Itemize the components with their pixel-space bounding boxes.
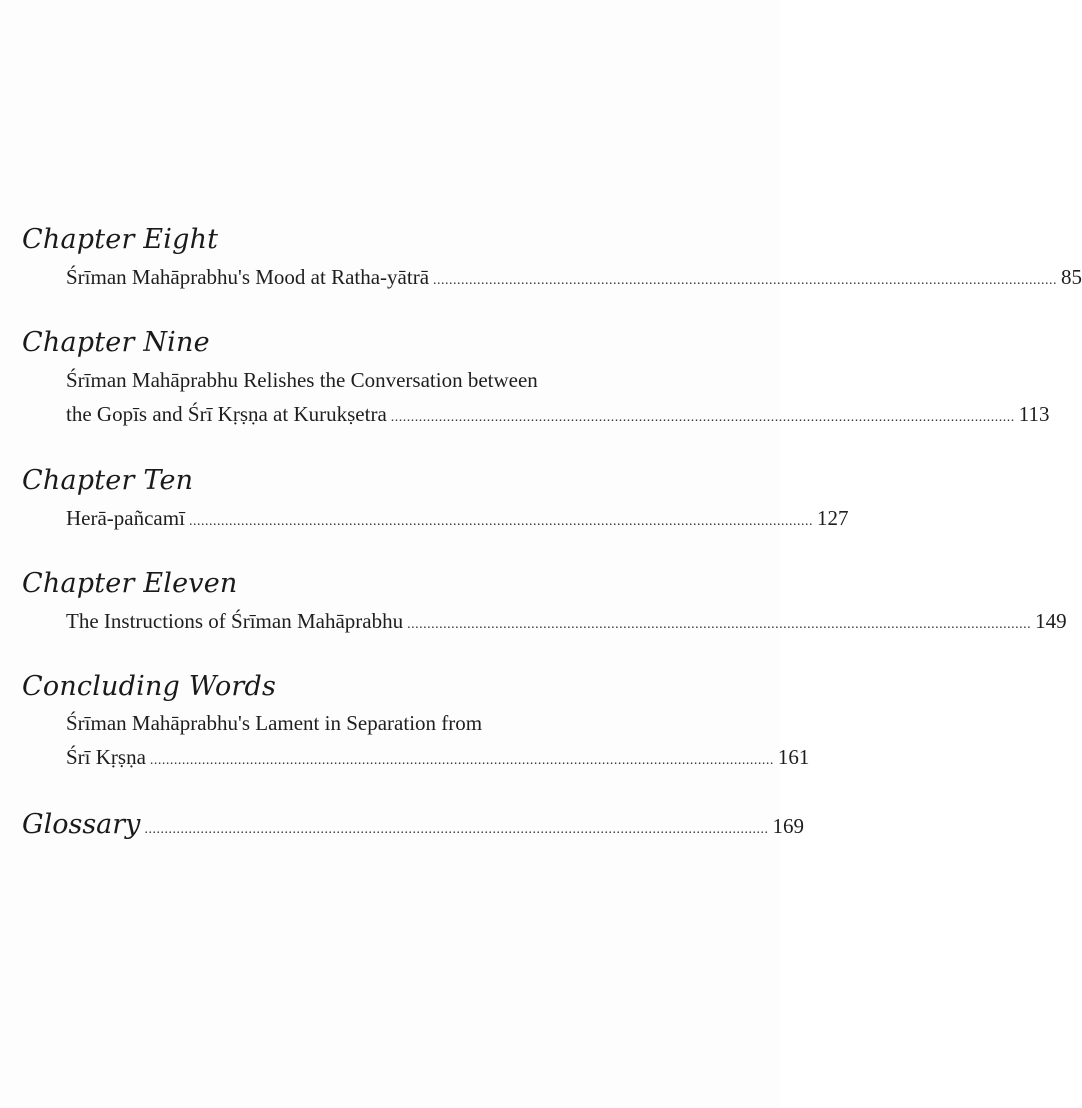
chapter-nine-entry[interactable] — [66, 401, 1050, 431]
concluding-words-page-number: 161 — [777, 745, 810, 769]
dot-leader: ............................................................................................................................................................ — [407, 617, 1032, 632]
chapter-eleven-heading: Chapter Eleven — [22, 568, 238, 599]
chapter-eight-page-number: 85 — [1061, 265, 1082, 289]
chapter-ten-title: Herā-pañcamī — [66, 506, 185, 530]
chapter-eleven-entry[interactable] — [66, 608, 1067, 638]
dot-leader: ............................................................................................................................................................ — [149, 753, 774, 768]
chapter-eight-entry[interactable] — [66, 264, 1082, 294]
dot-leader: ............................................................................................................................................................ — [433, 273, 1058, 288]
concluding-words-entry[interactable] — [66, 744, 810, 774]
chapter-eight-title: Śrīman Mahāprabhu's Mood at Ratha-yātrā — [66, 265, 430, 289]
chapter-nine-title-line-1: Śrīman Mahāprabhu Relishes the Conversation between — [66, 368, 538, 392]
dot-leader: ............................................................................................................................................................ — [390, 410, 1015, 425]
chapter-eleven-title: The Instructions of Śrīman Mahāprabhu — [66, 609, 404, 633]
dot-leader: ............................................................................................................................................................ — [188, 514, 813, 529]
glossary-entry[interactable] — [22, 809, 804, 841]
concluding-words-title-line-2: Śrī Kṛṣṇa — [66, 745, 146, 769]
concluding-words-title-line-1: Śrīman Mahāprabhu's Lament in Separation from — [66, 711, 483, 735]
chapter-nine-title-line-2: the Gopīs and Śrī Kṛṣṇa at Kurukṣetra — [66, 402, 387, 426]
chapter-nine-page-number: 113 — [1018, 402, 1050, 426]
chapter-ten-heading: Chapter Ten — [22, 465, 194, 496]
chapter-nine-heading: Chapter Nine — [22, 327, 210, 358]
glossary-heading: Glossary — [22, 809, 141, 840]
chapter-eleven-page-number: 149 — [1035, 609, 1067, 633]
dot-leader: ............................................................................................................................................................ — [144, 822, 769, 837]
concluding-words-heading: Concluding Words — [22, 671, 277, 702]
glossary-page-number: 169 — [772, 814, 804, 838]
chapter-ten-page-number: 127 — [816, 506, 849, 530]
chapter-eight-heading: Chapter Eight — [22, 224, 219, 255]
chapter-ten-entry[interactable] — [66, 505, 849, 535]
